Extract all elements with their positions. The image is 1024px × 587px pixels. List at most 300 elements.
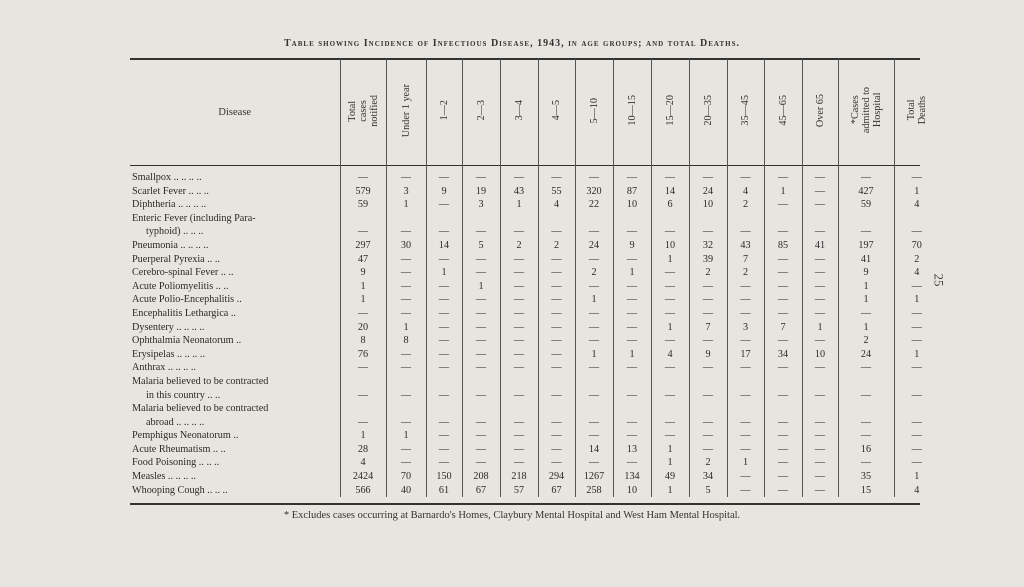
disease-cell	[130, 185, 340, 199]
value-cell: —	[727, 429, 764, 443]
table-row	[130, 212, 939, 239]
value-cell: 39	[689, 253, 727, 267]
value-cell: 579	[340, 185, 386, 199]
value-cell: —	[802, 334, 838, 348]
value-cell: —	[426, 293, 462, 307]
value-cell: 10	[613, 198, 651, 212]
value-cell: —	[894, 456, 939, 470]
value-cell: 55	[538, 185, 575, 199]
value-cell: —	[689, 165, 727, 185]
value-cell: —	[838, 402, 894, 429]
value-cell: —	[462, 429, 500, 443]
value-cell: —	[651, 375, 689, 402]
value-cell: —	[340, 212, 386, 239]
value-cell: —	[838, 429, 894, 443]
value-cell: —	[689, 334, 727, 348]
disease-label: Cerebro-spinal Fever .. ..	[132, 267, 234, 279]
value-cell: —	[386, 348, 426, 362]
value-cell: 61	[426, 484, 462, 498]
column-header	[426, 59, 462, 165]
value-cell: 10	[689, 198, 727, 212]
value-cell: —	[764, 402, 802, 429]
table-row	[130, 402, 939, 429]
disease-label: typhoid) .. .. ..	[146, 226, 204, 238]
value-cell: —	[500, 212, 538, 239]
value-cell: —	[575, 321, 613, 335]
value-cell: 4	[894, 484, 939, 498]
disease-label: Food Poisoning .. .. ..	[132, 457, 220, 469]
value-cell: —	[764, 253, 802, 267]
value-cell: —	[575, 361, 613, 375]
column-header-label: Over 65	[814, 93, 826, 128]
table-row	[130, 185, 939, 199]
disease-cell	[130, 443, 340, 457]
table-row	[130, 280, 939, 294]
column-header-label: 2—3	[475, 100, 487, 121]
value-cell: —	[426, 321, 462, 335]
value-cell: —	[426, 375, 462, 402]
value-cell: —	[802, 429, 838, 443]
value-cell: 1	[340, 280, 386, 294]
value-cell: —	[340, 307, 386, 321]
value-cell: —	[613, 361, 651, 375]
column-header	[689, 59, 727, 165]
value-cell: 16	[838, 443, 894, 457]
value-cell: —	[894, 212, 939, 239]
table-title: Table showing Incidence of Infectious Disease, 1943, in age groups; and total Deaths.	[284, 38, 740, 49]
value-cell: 258	[575, 484, 613, 498]
value-cell: 14	[426, 239, 462, 253]
value-cell: —	[426, 280, 462, 294]
column-header-label: 35—45	[740, 95, 751, 126]
value-cell: 3	[386, 185, 426, 199]
value-cell: —	[651, 165, 689, 185]
value-cell: —	[500, 293, 538, 307]
disease-label: Acute Rheumatism .. ..	[132, 443, 226, 455]
value-cell: —	[651, 361, 689, 375]
value-cell: 1	[500, 198, 538, 212]
value-cell: —	[575, 402, 613, 429]
value-cell: 9	[838, 266, 894, 280]
value-cell: 22	[575, 198, 613, 212]
value-cell: —	[838, 375, 894, 402]
value-cell: —	[802, 470, 838, 484]
value-cell: —	[426, 456, 462, 470]
value-cell: —	[462, 456, 500, 470]
column-header	[500, 59, 538, 165]
value-cell: —	[462, 375, 500, 402]
table-row	[130, 307, 939, 321]
value-cell: —	[764, 361, 802, 375]
column-header	[613, 59, 651, 165]
value-cell: 218	[500, 470, 538, 484]
value-cell: —	[802, 253, 838, 267]
table-row	[130, 165, 939, 185]
bottom-rule	[130, 503, 920, 505]
value-cell: —	[651, 266, 689, 280]
value-cell: —	[727, 470, 764, 484]
disease-label: Encephalitis Lethargica ..	[132, 307, 236, 319]
disease-label: Acute Poliomyelitis .. ..	[132, 280, 229, 292]
table-row	[130, 484, 939, 498]
table-row	[130, 348, 939, 362]
value-cell: —	[500, 321, 538, 335]
value-cell: 1	[894, 185, 939, 199]
value-cell: —	[802, 361, 838, 375]
value-cell: —	[802, 185, 838, 199]
value-cell: —	[651, 429, 689, 443]
value-cell: 20	[340, 321, 386, 335]
value-cell: —	[651, 334, 689, 348]
disease-cell	[130, 361, 340, 375]
value-cell: 67	[538, 484, 575, 498]
value-cell: —	[462, 266, 500, 280]
value-cell: 24	[575, 239, 613, 253]
disease-cell	[130, 334, 340, 348]
value-cell: 17	[727, 348, 764, 362]
table-row	[130, 321, 939, 335]
value-cell: —	[802, 307, 838, 321]
value-cell: —	[651, 212, 689, 239]
value-cell: —	[386, 375, 426, 402]
value-cell: 1	[575, 348, 613, 362]
value-cell: —	[462, 321, 500, 335]
value-cell: 1	[802, 321, 838, 335]
value-cell: —	[426, 402, 462, 429]
value-cell: 1	[727, 456, 764, 470]
value-cell: —	[613, 253, 651, 267]
value-cell: —	[500, 348, 538, 362]
value-cell: 59	[838, 198, 894, 212]
value-cell: —	[426, 443, 462, 457]
disease-label: Enteric Fever (including Para-	[132, 212, 256, 224]
value-cell: —	[538, 266, 575, 280]
value-cell: —	[802, 456, 838, 470]
value-cell: —	[426, 334, 462, 348]
value-cell: —	[386, 361, 426, 375]
value-cell: —	[613, 212, 651, 239]
value-cell: —	[727, 334, 764, 348]
disease-label: abroad .. .. .. ..	[146, 416, 205, 428]
value-cell: 2	[538, 239, 575, 253]
value-cell: —	[727, 307, 764, 321]
value-cell: 1	[894, 348, 939, 362]
disease-label: Dysentery .. .. .. ..	[132, 321, 205, 333]
value-cell: 9	[613, 239, 651, 253]
column-header-label: Total Deaths	[905, 96, 928, 125]
value-cell: 10	[651, 239, 689, 253]
value-cell: —	[426, 165, 462, 185]
value-cell: 2	[500, 239, 538, 253]
value-cell: 28	[340, 443, 386, 457]
value-cell: 87	[613, 185, 651, 199]
value-cell: 41	[802, 239, 838, 253]
value-cell: —	[462, 253, 500, 267]
table-row	[130, 375, 939, 402]
column-header-label: Total cases notified	[346, 94, 380, 127]
value-cell: —	[894, 334, 939, 348]
value-cell: —	[462, 307, 500, 321]
value-cell: —	[689, 280, 727, 294]
value-cell: —	[764, 307, 802, 321]
value-cell: —	[894, 280, 939, 294]
column-header	[727, 59, 764, 165]
value-cell: —	[538, 293, 575, 307]
value-cell: 43	[727, 239, 764, 253]
value-cell: —	[894, 165, 939, 185]
disease-label: Measles .. .. .. ..	[132, 471, 196, 483]
value-cell: —	[575, 334, 613, 348]
value-cell: 566	[340, 484, 386, 498]
value-cell: 19	[462, 185, 500, 199]
value-cell: —	[462, 334, 500, 348]
value-cell: 49	[651, 470, 689, 484]
value-cell: —	[462, 361, 500, 375]
disease-label: Scarlet Fever .. .. ..	[132, 185, 209, 197]
value-cell: 2	[838, 334, 894, 348]
disease-cell	[130, 470, 340, 484]
table-row	[130, 361, 939, 375]
value-cell: —	[802, 375, 838, 402]
value-cell: —	[538, 456, 575, 470]
disease-cell	[130, 212, 340, 239]
column-header-label: 10—15	[626, 95, 638, 126]
value-cell: —	[838, 361, 894, 375]
disease-label: Pemphigus Neonatorum ..	[132, 430, 239, 442]
value-cell: —	[613, 375, 651, 402]
value-cell: 57	[500, 484, 538, 498]
value-cell: —	[538, 361, 575, 375]
value-cell: 10	[802, 348, 838, 362]
page-number: 25	[931, 273, 947, 287]
value-cell: —	[386, 456, 426, 470]
value-cell: —	[651, 307, 689, 321]
value-cell: —	[838, 307, 894, 321]
column-header	[462, 59, 500, 165]
column-header	[838, 59, 894, 165]
value-cell: 150	[426, 470, 462, 484]
value-cell: 1	[651, 253, 689, 267]
value-cell: 320	[575, 185, 613, 199]
value-cell: 1267	[575, 470, 613, 484]
value-cell: 7	[727, 253, 764, 267]
column-header-label: 15—20	[664, 95, 676, 126]
value-cell: —	[575, 456, 613, 470]
table-row	[130, 253, 939, 267]
value-cell: —	[894, 321, 939, 335]
value-cell: —	[727, 293, 764, 307]
value-cell: 4	[651, 348, 689, 362]
value-cell: —	[538, 307, 575, 321]
value-cell: —	[802, 165, 838, 185]
value-cell: 4	[894, 266, 939, 280]
value-cell: —	[613, 429, 651, 443]
value-cell: 1	[651, 484, 689, 498]
value-cell: 4	[727, 185, 764, 199]
value-cell: —	[727, 375, 764, 402]
value-cell: —	[426, 212, 462, 239]
value-cell: 1	[340, 293, 386, 307]
value-cell: 5	[689, 484, 727, 498]
table-row	[130, 293, 939, 307]
value-cell: —	[613, 293, 651, 307]
disease-label: Puerperal Pyrexia .. ..	[132, 253, 220, 265]
value-cell: 1	[613, 348, 651, 362]
disease-cell	[130, 293, 340, 307]
disease-cell	[130, 253, 340, 267]
value-cell: —	[894, 443, 939, 457]
value-cell: —	[575, 375, 613, 402]
value-cell: 4	[538, 198, 575, 212]
value-cell: —	[689, 443, 727, 457]
value-cell: —	[802, 266, 838, 280]
column-header-disease: Disease	[218, 106, 252, 118]
value-cell: —	[386, 280, 426, 294]
value-cell: —	[802, 280, 838, 294]
column-header	[894, 59, 939, 165]
value-cell: 2424	[340, 470, 386, 484]
column-header-label: 20—35	[702, 95, 714, 126]
value-cell: —	[538, 429, 575, 443]
value-cell: —	[462, 443, 500, 457]
value-cell: —	[500, 307, 538, 321]
value-cell: —	[838, 165, 894, 185]
value-cell: 2	[689, 456, 727, 470]
value-cell: 34	[764, 348, 802, 362]
value-cell: —	[340, 402, 386, 429]
value-cell: —	[613, 402, 651, 429]
value-cell: —	[426, 429, 462, 443]
value-cell: 47	[340, 253, 386, 267]
value-cell: 59	[340, 198, 386, 212]
value-cell: 9	[689, 348, 727, 362]
value-cell: 40	[386, 484, 426, 498]
value-cell: —	[575, 253, 613, 267]
value-cell: —	[340, 375, 386, 402]
disease-label: Malaria believed to be contracted	[132, 375, 269, 387]
value-cell: —	[802, 212, 838, 239]
value-cell: 8	[386, 334, 426, 348]
value-cell: —	[802, 198, 838, 212]
value-cell: 1	[838, 321, 894, 335]
value-cell: —	[651, 402, 689, 429]
disease-cell	[130, 429, 340, 443]
value-cell: —	[386, 307, 426, 321]
column-header-label: 1—2	[438, 100, 450, 121]
value-cell: —	[538, 165, 575, 185]
value-cell: —	[613, 307, 651, 321]
value-cell: 6	[651, 198, 689, 212]
value-cell: —	[894, 307, 939, 321]
value-cell: 24	[689, 185, 727, 199]
value-cell: 1	[462, 280, 500, 294]
value-cell: —	[838, 456, 894, 470]
value-cell: 8	[340, 334, 386, 348]
value-cell: —	[764, 456, 802, 470]
value-cell: 3	[462, 198, 500, 212]
value-cell: —	[386, 293, 426, 307]
value-cell: —	[500, 165, 538, 185]
column-header	[764, 59, 802, 165]
value-cell: —	[802, 484, 838, 498]
value-cell: —	[386, 212, 426, 239]
value-cell: 70	[894, 239, 939, 253]
value-cell: 24	[838, 348, 894, 362]
value-cell: —	[613, 321, 651, 335]
value-cell: 1	[651, 456, 689, 470]
value-cell: —	[689, 429, 727, 443]
value-cell: —	[426, 253, 462, 267]
value-cell: —	[764, 429, 802, 443]
column-header-label: *Cases admitted to Hospital	[849, 87, 883, 134]
disease-label: Pneumonia .. .. .. ..	[132, 239, 209, 251]
value-cell: —	[426, 307, 462, 321]
disease-cell	[130, 198, 340, 212]
value-cell: —	[462, 348, 500, 362]
column-header	[575, 59, 613, 165]
value-cell: 208	[462, 470, 500, 484]
value-cell: —	[340, 361, 386, 375]
value-cell: —	[764, 443, 802, 457]
column-header-label: Under 1 year	[400, 83, 412, 138]
value-cell: —	[386, 253, 426, 267]
value-cell: 1	[386, 429, 426, 443]
footnote: * Excludes cases occurring at Barnardo's Homes, Claybury Mental Hospital and West Ham Mental Hospital.	[283, 510, 741, 521]
column-header	[802, 59, 838, 165]
value-cell: —	[538, 402, 575, 429]
value-cell: —	[727, 443, 764, 457]
value-cell: —	[538, 321, 575, 335]
value-cell: 70	[386, 470, 426, 484]
value-cell: —	[764, 293, 802, 307]
column-header	[340, 59, 386, 165]
value-cell: 15	[838, 484, 894, 498]
value-cell: —	[500, 266, 538, 280]
table-body	[130, 165, 939, 497]
value-cell: —	[894, 375, 939, 402]
value-cell: —	[340, 165, 386, 185]
disease-cell	[130, 348, 340, 362]
value-cell: 1	[764, 185, 802, 199]
column-header-label: 45—65	[777, 95, 789, 126]
value-cell: —	[538, 334, 575, 348]
value-cell: —	[538, 443, 575, 457]
value-cell: 1	[651, 443, 689, 457]
value-cell: 294	[538, 470, 575, 484]
value-cell: —	[764, 280, 802, 294]
value-cell: 9	[340, 266, 386, 280]
value-cell: —	[538, 348, 575, 362]
disease-cell	[130, 484, 340, 498]
disease-label: Acute Polio-Encephalitis ..	[132, 294, 242, 306]
value-cell: 2	[894, 253, 939, 267]
value-cell: —	[689, 402, 727, 429]
table-row	[130, 239, 939, 253]
table-row	[130, 429, 939, 443]
value-cell: —	[575, 165, 613, 185]
value-cell: 1	[386, 321, 426, 335]
value-cell: —	[386, 443, 426, 457]
value-cell: 1	[613, 266, 651, 280]
value-cell: 30	[386, 239, 426, 253]
value-cell: —	[386, 402, 426, 429]
value-cell: 134	[613, 470, 651, 484]
value-cell: 1	[426, 266, 462, 280]
disease-cell	[130, 456, 340, 470]
value-cell: —	[538, 212, 575, 239]
value-cell: 197	[838, 239, 894, 253]
value-cell: —	[462, 402, 500, 429]
